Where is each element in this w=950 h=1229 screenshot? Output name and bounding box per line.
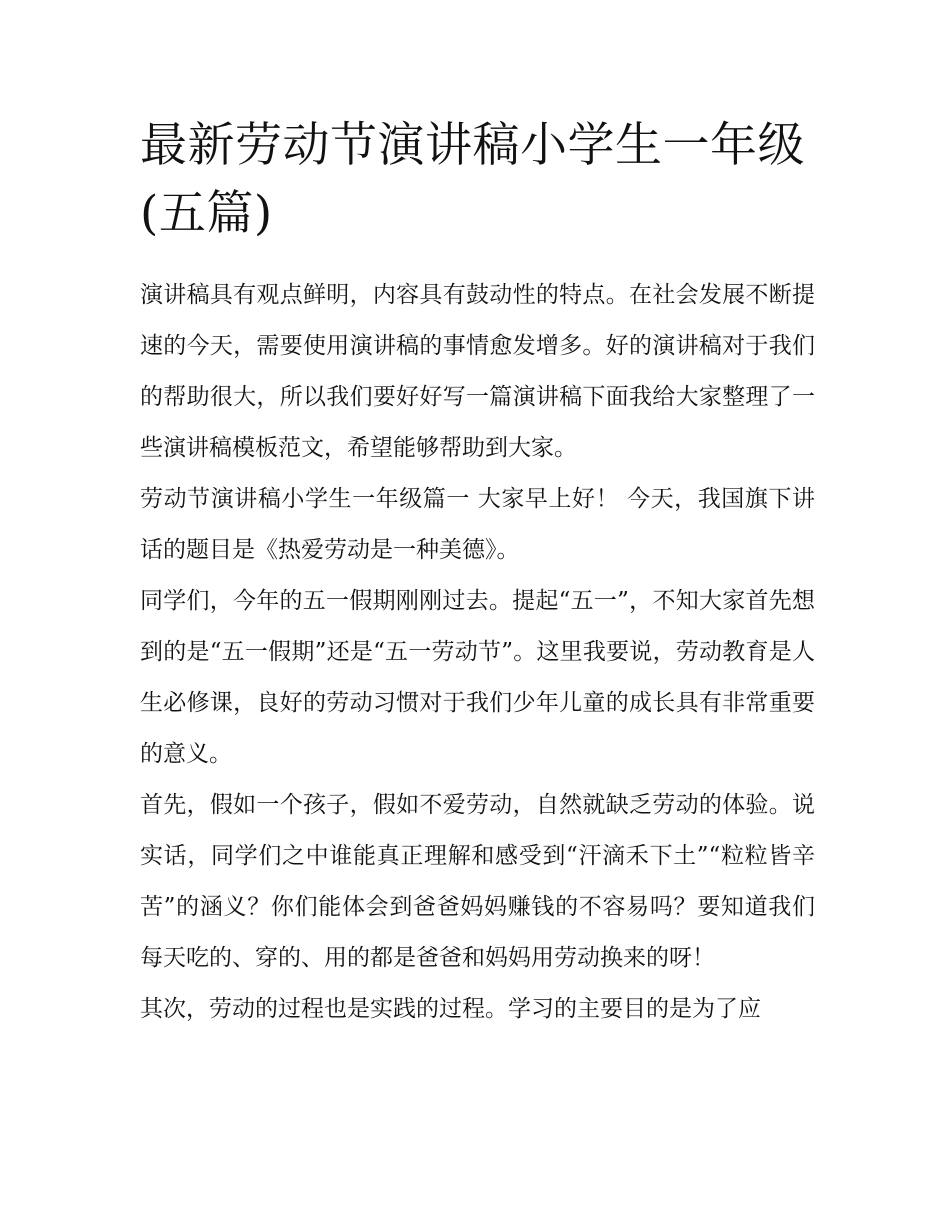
paragraph-first-point: 首先，假如一个孩子，假如不爱劳动，自然就缺乏劳动的体验。说实话，同学们之中谁能真正理解和感受到“汗滴禾下土”“粒粒皆辛苦”的涵义？你们能体会到爸爸妈妈赚钱的不容易吗？要知道我们每天吃的、穿的、用的都是爸爸和妈妈用劳动换来的呀！ bbox=[140, 792, 815, 971]
paragraph-speech-opening: 劳动节演讲稿小学生一年级篇一 大家早上好！ 今天，我国旗下讲话的题目是《热爱劳动是一种美德》。 bbox=[140, 486, 815, 563]
paragraph-may-day: 同学们，今年的五一假期刚刚过去。提起“五一”，不知大家首先想到的是“五一假期”还是“五一劳动节”。这里我要说，劳动教育是人生必修课，良好的劳动习惯对于我们少年儿童的成长具有非常重要的意义。 bbox=[140, 588, 815, 767]
document-page bbox=[140, 112, 815, 1035]
document-title: 最新劳动节演讲稿小学生一年级(五篇) bbox=[140, 118, 805, 241]
paragraph-second-point: 其次，劳动的过程也是实践的过程。学习的主要目的是为了应 bbox=[140, 996, 761, 1022]
paragraph-intro: 演讲稿具有观点鲜明，内容具有鼓动性的特点。在社会发展不断提速的今天，需要使用演讲稿的事情愈发增多。好的演讲稿对于我们的帮助很大，所以我们要好好写一篇演讲稿下面我给大家整理了一些演讲稿模板范文，希望能够帮助到大家。 bbox=[140, 282, 815, 461]
